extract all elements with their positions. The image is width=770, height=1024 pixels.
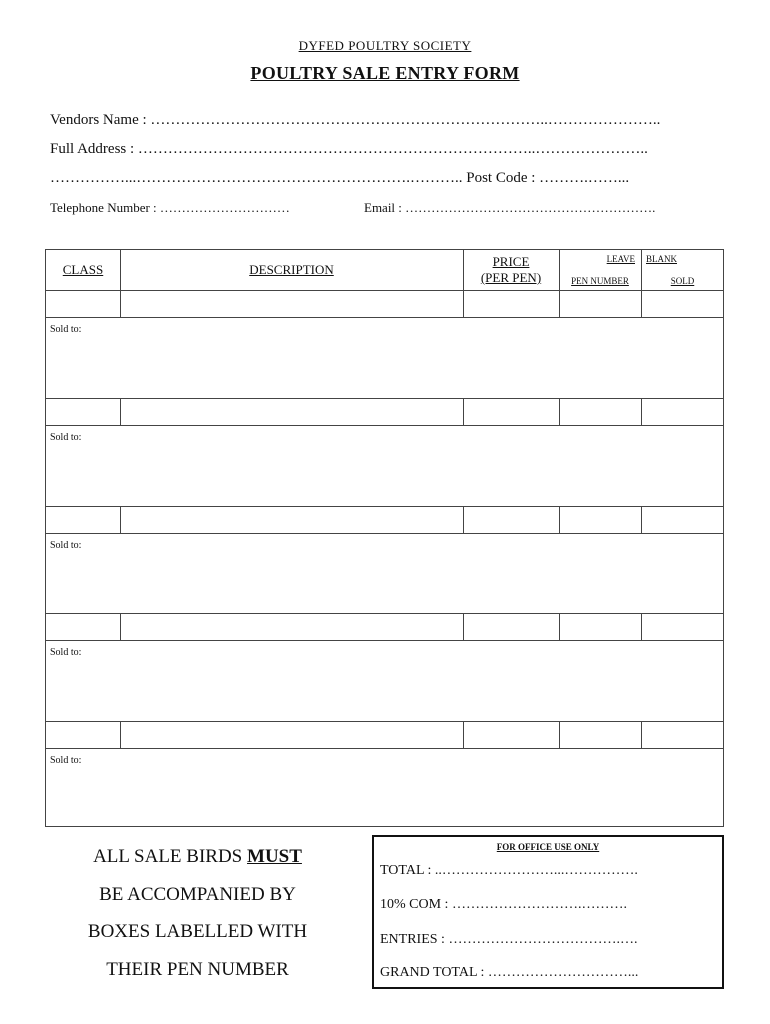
sold-header: SOLD [670,276,695,286]
entry-row[interactable] [46,399,723,425]
notice-line-3: BOXES LABELLED WITH [87,921,308,942]
vendor-name-field[interactable]: Vendors Name : ……………………………………………………………………..………………….. [50,112,661,128]
leave-header: LEAVE [606,254,635,264]
telephone-field[interactable]: Telephone Number : ………………………… [50,200,290,215]
entries-field[interactable]: ENTRIES : ……………………………….…. [380,932,638,947]
email-field[interactable]: Email : …………………………………………………. [364,200,656,215]
sold-to-label: Sold to: [50,540,82,551]
commission-field[interactable]: 10% COM : ……………………….………. [380,897,627,912]
notice-must: MUST [247,846,302,867]
blank-header: BLANK [646,254,677,264]
sold-to-label: Sold to: [50,324,82,335]
price-per-pen-header: (PER PEN) [480,270,542,285]
grand-total-field[interactable]: GRAND TOTAL : …………………………... [380,965,639,980]
office-use-title: FOR OFFICE USE ONLY [496,842,600,852]
notice-line-4: THEIR PEN NUMBER [106,958,289,980]
entry-row[interactable] [46,507,723,533]
entry-row[interactable] [46,614,723,640]
society-name: DYFED POULTRY SOCIETY [298,38,472,53]
description-header: DESCRIPTION [249,262,334,277]
notice-line-2: BE ACCOMPANIED BY [99,883,296,905]
entry-row[interactable] [46,291,723,317]
price-header: PRICE [492,254,530,269]
office-use-box [372,835,724,989]
class-header: CLASS [62,262,104,277]
entry-row[interactable] [46,722,723,748]
address-postcode-field[interactable]: ……………...……………………………………………….……….. Post Code : ……….……... [50,170,630,186]
sold-to-label: Sold to: [50,432,82,443]
sold-to-label: Sold to: [50,647,82,658]
form-title: POULTRY SALE ENTRY FORM [250,63,520,83]
total-field[interactable]: TOTAL : ..……………………...……………. [380,863,638,878]
sale-birds-notice [45,838,350,988]
entry-table [45,249,724,827]
pen-number-header: PEN NUMBER [571,276,629,286]
notice-line-1: ALL SALE BIRDS [93,846,248,867]
sold-to-label: Sold to: [50,755,82,766]
full-address-field[interactable]: Full Address : ……………………………………………………………………..………………….. [50,141,648,157]
